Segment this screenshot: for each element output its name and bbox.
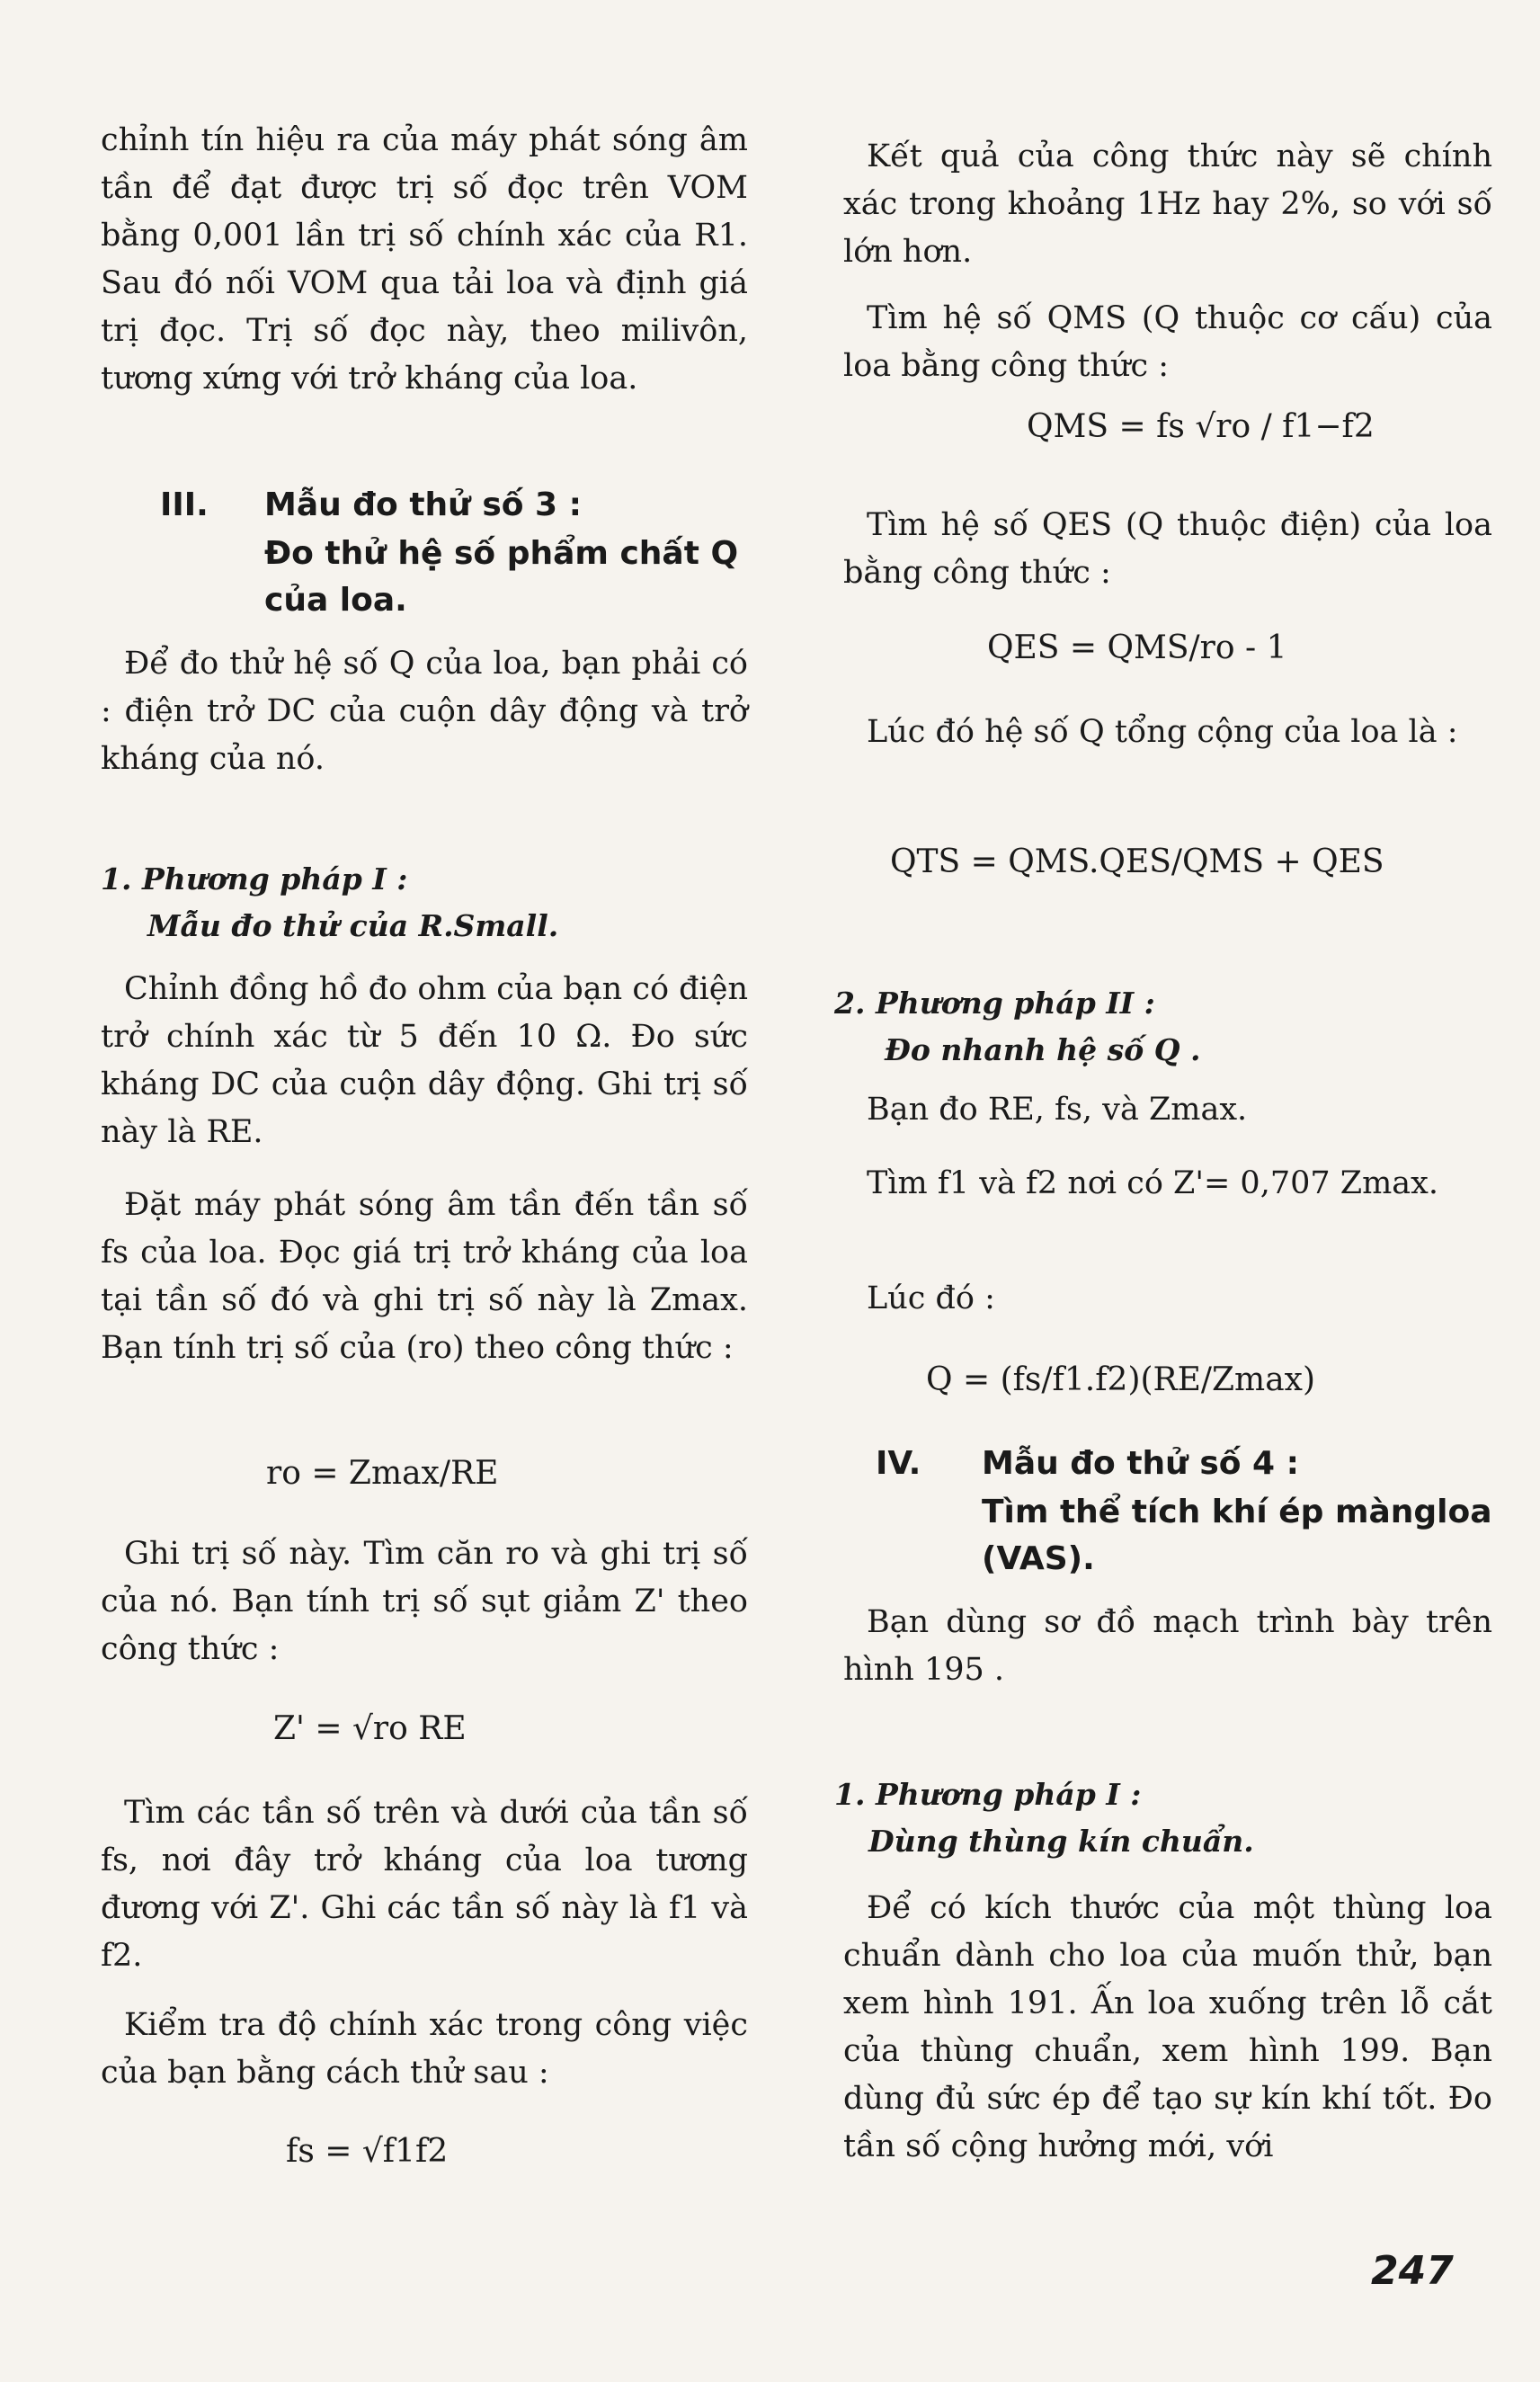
section-title: Đo thử hệ số phẩm chất Q xyxy=(264,535,739,572)
paragraph: Chỉnh đồng hồ đo ohm của bạn có điện trở chính xác từ 5 đến 10 Ω. Đo sức kháng DC của cuộn dây động. Ghi trị số này là RE. xyxy=(101,971,748,1150)
paragraph: Tìm hệ số QMS (Q thuộc cơ cấu) của loa bằng công thức : xyxy=(843,300,1492,384)
section-title: Mẫu đo thử số 4 : xyxy=(982,1445,1299,1482)
paragraph: Bạn dùng sơ đồ mạch trình bày trên hình 195 . xyxy=(843,1604,1492,1688)
formula: QMS = fs √ro / f1−f2 xyxy=(1027,408,1375,445)
paragraph: Để có kích thước của một thùng loa chuẩn dành cho loa của muốn thử, bạn xem hình 191. Ấn loa xuống trên lỗ cắt của thùng chuẩn, xem hình 199. Bạn dùng đủ sức ép để tạo sự kín khí tốt. Đo tần số cộng hưởng mới, với xyxy=(843,1890,1492,2164)
formula: Q = (fs/f1.f2)(RE/Zmax) xyxy=(926,1361,1316,1398)
method-heading: 2. Phương pháp II : xyxy=(834,986,1155,1021)
section-number: III. xyxy=(160,486,209,523)
formula: QES = QMS/ro - 1 xyxy=(987,629,1287,666)
paragraph: Lúc đó hệ số Q tổng cộng của loa là : xyxy=(867,714,1458,750)
formula: ro = Zmax/RE xyxy=(266,1455,499,1492)
paragraph: Tìm f1 và f2 nơi có Z'= 0,707 Zmax. xyxy=(867,1165,1438,1201)
section-title: (VAS). xyxy=(982,1540,1095,1577)
method-heading: 1. Phương pháp I : xyxy=(834,1777,1142,1812)
section-number: IV. xyxy=(876,1445,921,1482)
paragraph: Bạn đo RE, fs, và Zmax. xyxy=(867,1092,1248,1128)
method-heading: Mẫu đo thử của R.Small. xyxy=(147,908,559,943)
section-title: Mẫu đo thử số 3 : xyxy=(264,486,582,523)
formula: QTS = QMS.QES/QMS + QES xyxy=(890,843,1384,880)
paragraph: Lúc đó : xyxy=(867,1280,995,1316)
formula: fs = √f1f2 xyxy=(286,2133,449,2170)
paragraph: Để đo thử hệ số Q của loa, bạn phải có : điện trở DC của cuộn dây động và trở kháng của nó. xyxy=(101,646,748,777)
method-heading: 1. Phương pháp I : xyxy=(101,861,408,897)
paragraph: chỉnh tín hiệu ra của máy phát sóng âm tần để đạt được trị số đọc trên VOM bằng 0,001 lần trị số chính xác của R1. Sau đó nối VOM qua tải loa và định giá trị đọc. Trị số đọc này, theo milivôn, tương xứng với trở kháng của loa. xyxy=(101,122,748,397)
paragraph: Kết quả của công thức này sẽ chính xác trong khoảng 1Hz hay 2%, so với số lớn hơn. xyxy=(843,138,1492,270)
paragraph: Tìm các tần số trên và dưới của tần số fs, nơi đây trở kháng của loa tương đương với Z'. Ghi các tần số này là f1 và f2. xyxy=(101,1795,748,1974)
paragraph: Tìm hệ số QES (Q thuộc điện) của loa bằng công thức : xyxy=(843,507,1492,591)
formula: Z' = √ro RE xyxy=(273,1710,467,1747)
section-title: Tìm thể tích khí ép màngloa xyxy=(982,1494,1492,1530)
paragraph: Ghi trị số này. Tìm căn ro và ghi trị số của nó. Bạn tính trị số sụt giảm Z' theo công thức : xyxy=(101,1536,748,1667)
page-number: 247 xyxy=(1371,2248,1454,2294)
paragraph: Kiểm tra độ chính xác trong công việc của bạn bằng cách thử sau : xyxy=(101,2007,748,2091)
method-heading: Đo nhanh hệ số Q . xyxy=(885,1032,1201,1067)
method-heading: Dùng thùng kín chuẩn. xyxy=(868,1824,1254,1859)
paragraph: Đặt máy phát sóng âm tần đến tần số fs của loa. Đọc giá trị trở kháng của loa tại tần số đó và ghi trị số này là Zmax. Bạn tính trị số của (ro) theo công thức : xyxy=(101,1187,748,1366)
section-title: của loa. xyxy=(264,582,407,619)
